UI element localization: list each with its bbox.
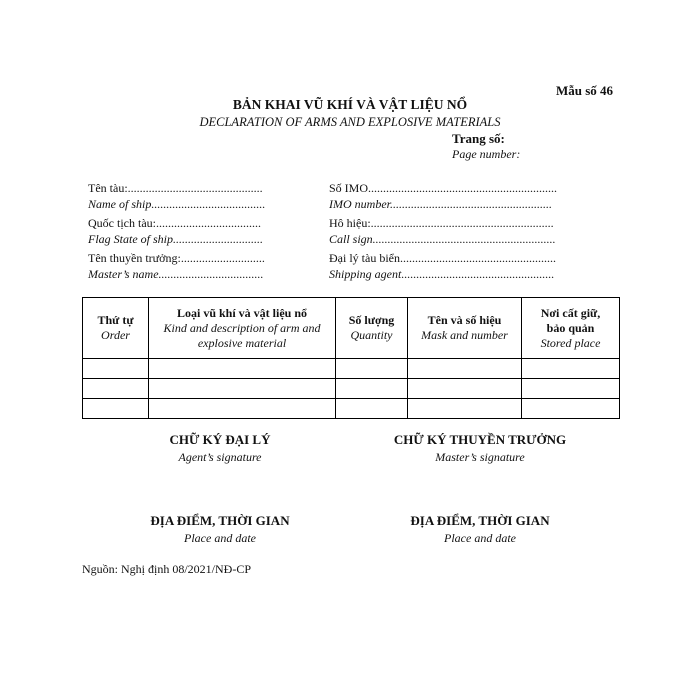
agent-signature-label-en: Agent’s signature bbox=[178, 450, 262, 464]
table-row bbox=[83, 399, 620, 419]
column-header-order bbox=[83, 298, 149, 359]
column-header-quantity bbox=[336, 298, 408, 359]
table-row bbox=[83, 379, 620, 399]
table-cell[interactable] bbox=[408, 359, 522, 379]
ship-name-field[interactable]: Tên tàu:............................................. bbox=[88, 181, 263, 195]
master-signature-label-en: Master’s signature bbox=[435, 450, 525, 464]
column-header-kind bbox=[149, 298, 336, 359]
imo-number-field-en: IMO number...................................................... bbox=[329, 197, 552, 211]
column-header-label: Số lượng bbox=[348, 313, 395, 327]
place-date-label: ĐỊA ĐIỂM, THỜI GIAN bbox=[150, 513, 290, 528]
agent-place-date-block bbox=[120, 513, 320, 546]
call-sign-field[interactable]: Hô hiệu:............................................................. bbox=[329, 216, 554, 230]
place-date-label-en: Place and date bbox=[184, 531, 256, 545]
document-title: BẢN KHAI VŨ KHÍ VÀ VẬT LIỆU NỔ bbox=[232, 97, 468, 112]
shipping-agent-field-en: Shipping agent................................................... bbox=[329, 267, 555, 281]
place-date-label: ĐỊA ĐIỂM, THỜI GIAN bbox=[410, 513, 550, 528]
table-cell[interactable] bbox=[149, 379, 336, 399]
agent-signature-block bbox=[120, 432, 320, 465]
flag-state-field[interactable]: Quốc tịch tàu:................................... bbox=[88, 216, 261, 230]
master-signature-block bbox=[380, 432, 580, 465]
column-header-label: Nơi cất giữ, bảo quản bbox=[540, 305, 601, 335]
master-place-date-block bbox=[380, 513, 580, 546]
arms-declaration-table bbox=[82, 297, 620, 419]
table-cell[interactable] bbox=[336, 379, 408, 399]
column-header-label-en: Stored place bbox=[540, 335, 601, 350]
document-subtitle: DECLARATION OF ARMS AND EXPLOSIVE MATERIALS bbox=[199, 115, 501, 129]
table-cell[interactable] bbox=[336, 359, 408, 379]
call-sign-field-en: Call sign............................................................. bbox=[329, 232, 556, 246]
master-name-field[interactable]: Tên thuyền trưởng:............................ bbox=[88, 251, 265, 265]
column-header-stored-place bbox=[522, 298, 620, 359]
source-note: Nguồn: Nghị định 08/2021/NĐ-CP bbox=[82, 562, 252, 576]
table-cell[interactable] bbox=[83, 359, 149, 379]
column-header-label: Loại vũ khí và vật liệu nổ bbox=[176, 305, 308, 320]
form-number: Mẫu số 46 bbox=[556, 83, 614, 98]
column-header-label-en: Mask and number bbox=[421, 328, 508, 342]
table-cell[interactable] bbox=[149, 399, 336, 419]
table-cell[interactable] bbox=[83, 379, 149, 399]
shipping-agent-field[interactable]: Đại lý tàu biển.................................................... bbox=[329, 251, 556, 265]
agent-signature-label: CHỮ KÝ ĐẠI LÝ bbox=[169, 432, 271, 447]
imo-number-field[interactable]: Số IMO............................................................... bbox=[329, 181, 558, 195]
table-cell[interactable] bbox=[336, 399, 408, 419]
master-name-field-en: Master’s name................................... bbox=[88, 267, 264, 281]
table-cell[interactable] bbox=[522, 399, 620, 419]
column-header-label-en: Order bbox=[101, 328, 130, 342]
table-cell[interactable] bbox=[408, 379, 522, 399]
table-cell[interactable] bbox=[408, 399, 522, 419]
column-header-label: Thứ tự bbox=[97, 313, 134, 327]
page-number-label: Trang số: bbox=[452, 131, 505, 146]
table-row bbox=[83, 359, 620, 379]
place-date-label-en: Place and date bbox=[444, 531, 516, 545]
table-cell[interactable] bbox=[522, 359, 620, 379]
table-cell[interactable] bbox=[522, 379, 620, 399]
master-signature-label: CHỮ KÝ THUYỀN TRƯỞNG bbox=[393, 432, 567, 447]
column-header-mask bbox=[408, 298, 522, 359]
page-number-label-en: Page number: bbox=[452, 147, 521, 161]
table-cell[interactable] bbox=[149, 359, 336, 379]
column-header-label: Tên và số hiệu bbox=[427, 313, 502, 327]
flag-state-field-en: Flag State of ship.............................. bbox=[88, 232, 263, 246]
column-header-label-en: Quantity bbox=[350, 328, 393, 342]
table-header-row bbox=[83, 298, 620, 359]
ship-name-field-en: Name of ship...................................... bbox=[88, 197, 266, 211]
column-header-label-en: Kind and description of arm and explosive material bbox=[163, 320, 321, 350]
table-cell[interactable] bbox=[83, 399, 149, 419]
